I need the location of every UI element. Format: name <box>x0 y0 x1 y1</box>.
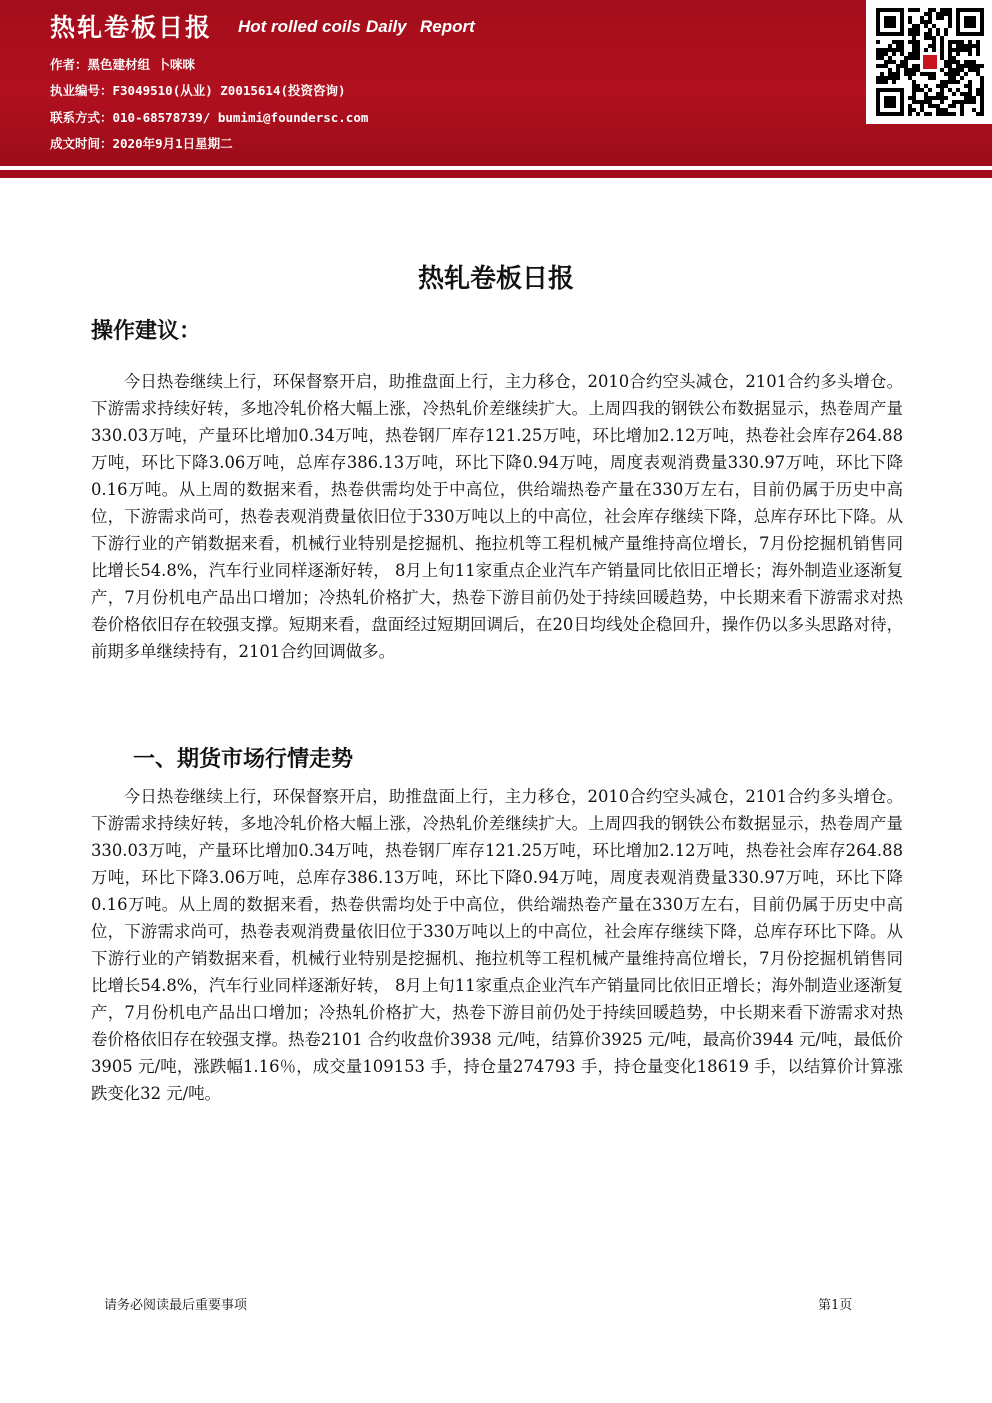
date-line: 成文时间：2020年9月1日星期二 <box>50 136 233 151</box>
advice-paragraph: 今日热卷继续上行，环保督察开启，助推盘面上行，主力移仓，2010合约空头减仓，2101合约多头增仓。下游需求持续好转，多地冷轧价格大幅上涨，冷热轧价差继续扩大。上周四我的钢铁公布数据显示，热卷周产量330.03万吨，产量环比增加0.34万吨，热卷钢厂库存121.25万吨，环比增加2.12万吨，热卷社会库存264.88万吨，环比下降3.06万吨，总库存386.13万吨，环比下降0.94万吨，周度表观消费量330.97万吨，环比下降0.16万吨。从上周的数据来看，热卷供需均处于中高位，供给端热卷产量在330万左右，目前仍属于历史中高位，下游需求尚可，热卷表观消费量依旧位于330万吨以上的中高位，社会库存继续下降，总库存环比下降。从下游行业的产销数据来看，机械行业特别是挖掘机、拖拉机等工程机械产量维持高位增长，7月份挖掘机销售同比增长54.8%，汽车行业同样逐渐好转， 8月上旬11家重点企业汽车产销量同比依旧正增长；海外制造业逐渐复产，7月份机电产品出口增加；冷热轧价格扩大，热卷下游目前仍处于持续回暖趋势，中长期来看下游需求对热卷价格依旧存在较强支撑。短期来看，盘面经过短期回调后，在20日均线处企稳回升，操作仍以多头思路对待，前期多单继续持有，2101合约回调做多。 <box>91 372 903 661</box>
contact-line: 联系方式：010-68578739/ bumimi@foundersc.com <box>50 110 369 125</box>
license-line: 执业编号：F3049510(从业) Z0015614(投资咨询) <box>50 83 346 98</box>
report-title-cn: 热轧卷板日报 <box>50 13 213 42</box>
qr-code-icon <box>866 0 992 124</box>
document-title: 热轧卷板日报 <box>417 264 574 294</box>
advice-heading: 操作建议： <box>91 319 202 344</box>
footer-disclaimer: 请务必阅读最后重要事项 <box>104 1298 248 1313</box>
footer-page-number: 第1页 <box>818 1298 853 1313</box>
header-divider <box>0 170 992 178</box>
section-1-paragraph: 今日热卷继续上行，环保督察开启，助推盘面上行，主力移仓，2010合约空头减仓，2101合约多头增仓。下游需求持续好转，多地冷轧价格大幅上涨，冷热轧价差继续扩大。上周四我的钢铁公布数据显示，热卷周产量330.03万吨，产量环比增加0.34万吨，热卷钢厂库存121.25万吨，环比增加2.12万吨，热卷社会库存264.88万吨，环比下降3.06万吨，总库存386.13万吨，环比下降0.94万吨，周度表观消费量330.97万吨，环比下降0.16万吨。从上周的数据来看，热卷供需均处于中高位，供给端热卷产量在330万左右，目前仍属于历史中高位，下游需求尚可，热卷表观消费量依旧位于330万吨以上的中高位，社会库存继续下降，总库存环比下降。从下游行业的产销数据来看，机械行业特别是挖掘机、拖拉机等工程机械产量维持高位增长，7月份挖掘机销售同比增长54.8%，汽车行业同样逐渐好转， 8月上旬11家重点企业汽车产销量同比依旧正增长；海外制造业逐渐复产，7月份机电产品出口增加；冷热轧价格扩大，热卷下游目前仍处于持续回暖趋势，中长期来看下游需求对热卷价格依旧存在较强支撑。热卷2101 合约收盘价3938 元/吨，结算价3925 元/吨，最高价3944 元/吨，最低价3905 元/吨，涨跌幅1.16％，成交量109153 手，持仓量274793 手，持仓量变化18619 手，以结算价计算涨跌变化32 元/吨。 <box>91 787 903 1103</box>
report-title-en-3: Report <box>420 17 475 36</box>
report-title-en-1: Hot rolled coils <box>238 17 361 36</box>
report-title-en-2: Daily <box>366 17 407 36</box>
section-1-heading: 一、期货市场行情走势 <box>133 747 354 772</box>
qr-code <box>866 0 992 124</box>
author-line: 作者：黑色建材组 卜咪咪 <box>50 57 196 72</box>
